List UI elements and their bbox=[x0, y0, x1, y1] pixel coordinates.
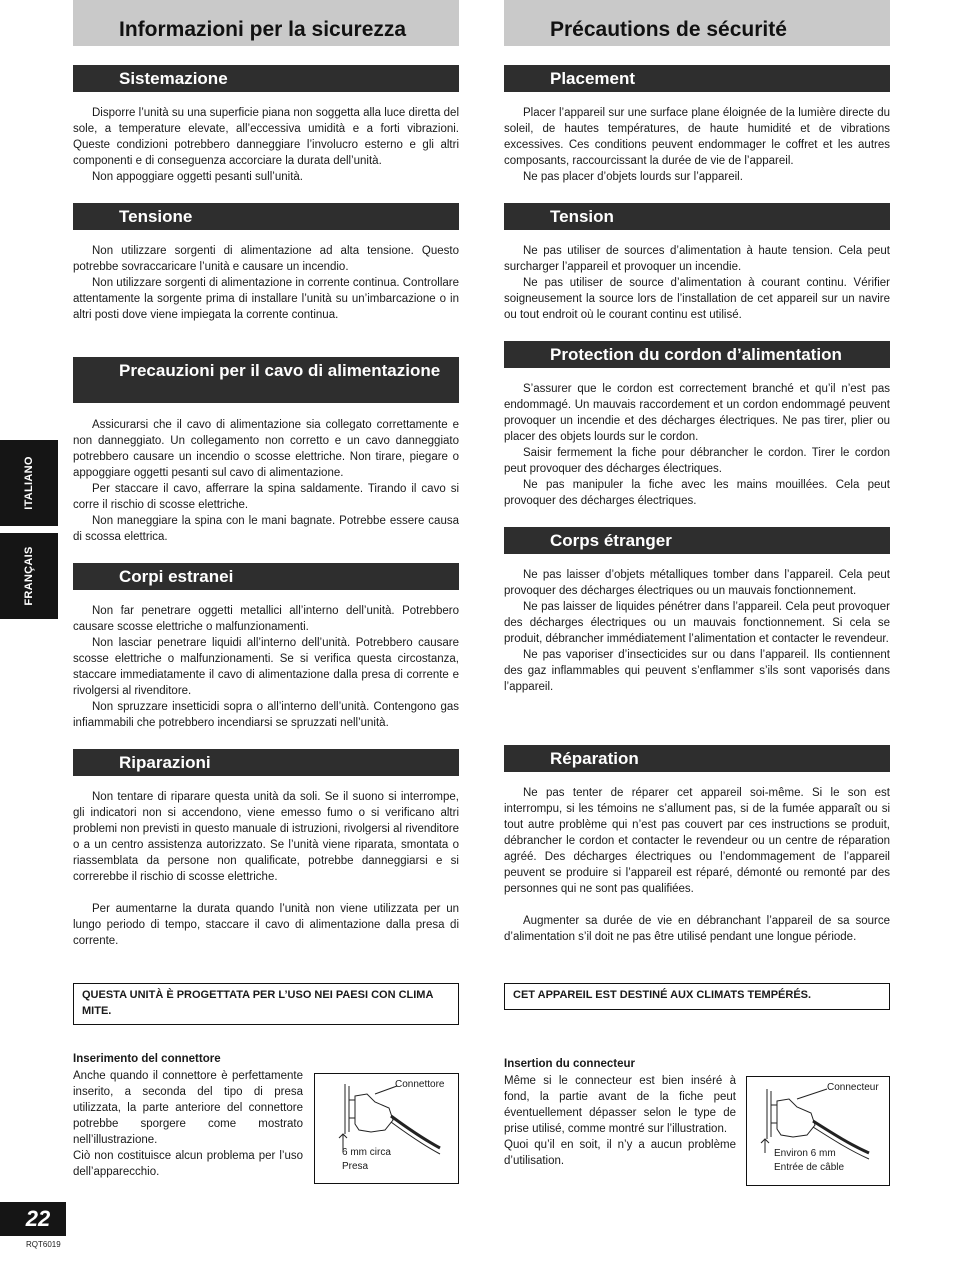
language-tab-italiano bbox=[0, 440, 58, 526]
page-title-bar bbox=[73, 0, 459, 46]
paragraph: Placer l’appareil sur une surface plane éloignée de la lumière directe du soleil, de hautes températures, de haute humidité et de vibrations excessives. Ces conditions peuvent endommager le coffret et les autres composants, raccourcissant la durée de vie de l’appareil. bbox=[504, 107, 890, 167]
paragraph: Ne pas utiliser de source d’alimentation à courant continu. Vérifier soigneusement la source lors de l’installation de cet appareil sur un navire ou tout endroit où le courant continu est utilisé. bbox=[504, 277, 890, 321]
paragraph: Ne pas tenter de réparer cet appareil soi-même. Si le son est interrompu, si les témoins ne s’allument pas, si de la fumée apparaît ou si tout autre problème qui n’est pas couvert par ces instructions se produit, débrancher le cordon et contacter le revendeur ou un centre de réparation agréé. Des décharges électriques ou l’endommagement de l’appareil peuvent se produire si l’appareil est réparé, démonté ou remonté par des personnes qui ne sont pas qualifiées. bbox=[504, 787, 890, 895]
label-distance: Environ 6 mm bbox=[774, 1148, 836, 1159]
paragraph: Non lasciar penetrare liquidi all’interno dell’unità. Potrebbero causare scosse elettriche o malfunzionamenti. Se si verifica questa circostanza, staccare immediatamente il cavo di alimentazione dalla presa di corrente e rivolgersi al rivenditore. bbox=[73, 637, 459, 697]
section-body bbox=[73, 105, 459, 185]
page-title-bar bbox=[504, 0, 890, 46]
section-heading: Tensione bbox=[73, 203, 459, 230]
section-body bbox=[504, 381, 890, 509]
climate-notice: CET APPAREIL EST DESTINÉ AUX CLIMATS TEMPÉRÉS. bbox=[504, 983, 890, 1010]
section-body bbox=[73, 603, 459, 731]
label-distance: 6 mm circa bbox=[342, 1147, 391, 1158]
paragraph: Non maneggiare la spina con le mani bagnate. Potrebbe essere causa di scossa elettrica. bbox=[73, 515, 459, 543]
paragraph: Ne pas laisser de liquides pénétrer dans l’appareil. Cela peut provoquer des décharges électriques ou un mauvais fonctionnement. Si cela se produit, débrancher immédiatement l’alimentation et contacter le revendeur. bbox=[504, 601, 890, 645]
section-body bbox=[73, 243, 459, 323]
connector-illustration bbox=[314, 1073, 459, 1184]
paragraph: Ne pas utiliser de sources d’alimentation à haute tension. Cela peut surcharger l’appareil et provoquer un incendie. bbox=[504, 245, 890, 273]
paragraph: Ciò non costituisce alcun problema per l’uso dell’apparecchio. bbox=[73, 1150, 303, 1178]
paragraph: Non appoggiare oggetti pesanti sull’unità. bbox=[92, 171, 303, 183]
section-body bbox=[73, 789, 459, 949]
paragraph: Quoi qu’il en soit, il n’y a aucun problème d’utilisation. bbox=[504, 1139, 736, 1167]
language-tab-francais bbox=[0, 533, 58, 619]
paragraph: Même si le connecteur est bien inséré à fond, la partie avant de la fiche peut éventuellement dépasser selon le type de prise utilisé, comme montré sur l’illustration. bbox=[504, 1075, 736, 1135]
label-connector: Connettore bbox=[395, 1079, 445, 1090]
section-heading: Precauzioni per il cavo di alimentazione bbox=[73, 357, 459, 403]
page-number: 22 bbox=[0, 1202, 66, 1236]
connector-text bbox=[73, 1068, 303, 1180]
connector-title: Insertion du connecteur bbox=[504, 1058, 635, 1070]
page-title: Informazioni per la sicurezza bbox=[119, 18, 407, 41]
connector-illustration bbox=[746, 1076, 890, 1186]
paragraph: Disporre l’unità su una superficie piana non soggetta alla luce diretta del sole, a temperature elevate, all’eccessiva umidità e a forti vibrazioni. Queste condizioni potrebbero danneggiare l’involucro esterno e gli altri componenti e di conseguenza accorciare la durata dell’unità. bbox=[73, 107, 459, 167]
section-body bbox=[504, 785, 890, 945]
paragraph: Non spruzzare insetticidi sopra o all’interno dell’unità. Contengono gas infiammabili che potrebbero incendiarsi se spruzzati nell’unità. bbox=[73, 701, 459, 729]
section-body bbox=[504, 567, 890, 695]
section-body bbox=[73, 417, 459, 545]
paragraph: Ne pas vaporiser d’insecticides sur ou dans l’appareil. Ils contiennent des gaz inflammables qui peuvent s’enflammer s’ils sont vaporisés dans l’appareil. bbox=[504, 649, 890, 693]
section-heading: Corps étranger bbox=[504, 527, 890, 554]
language-tab-label: FRANÇAIS bbox=[23, 546, 35, 606]
model-code: RQT6019 bbox=[26, 1240, 61, 1249]
section-heading: Riparazioni bbox=[73, 749, 459, 776]
section-body bbox=[504, 105, 890, 185]
paragraph: Ne pas placer d’objets lourds sur l’appareil. bbox=[523, 171, 743, 183]
paragraph: Non tentare di riparare questa unità da soli. Se il suono si interrompe, gli indicatori non si accendono, viene emesso fumo o si verificano altri problemi non previsti in questo manuale di istruzioni, rivolgersi al rivenditore o a un centro assistenza autorizzato. Se l’unità viene riparata, smontata o riassemblata da persone non qualificate, potrebbe danneggiarsi e si correrebbe il rischio di scosse elettriche. bbox=[73, 791, 459, 883]
section-heading: Réparation bbox=[504, 745, 890, 772]
paragraph: Per aumentarne la durata quando l’unità non viene utilizzata per un lungo periodo di tempo, staccare il cavo di alimentazione dalla presa di corrente. bbox=[73, 903, 459, 947]
paragraph: Non utilizzare sorgenti di alimentazione ad alta tensione. Questo potrebbe sovraccaricare l’unità e causare un incendio. bbox=[73, 245, 459, 273]
label-socket: Presa bbox=[342, 1161, 369, 1172]
label-socket: Entrée de câble bbox=[774, 1162, 845, 1173]
paragraph: Non far penetrare oggetti metallici all’interno dell’unità. Potrebbero causare scosse elettriche o malfunzionamenti. bbox=[73, 605, 459, 633]
paragraph: Non utilizzare sorgenti di alimentazione in corrente continua. Controllare attentamente la sorgente prima di installare l’unità su un’imbarcazione o in altri posti dove viene impiegata la corrente continua. bbox=[73, 277, 459, 321]
paragraph: Anche quando il connettore è perfettamente inserito, a seconda del tipo di presa utilizzata, la parte anteriore del connettore potrebbe sporgere come mostrato nell’illustrazione. bbox=[73, 1070, 303, 1146]
climate-notice: QUESTA UNITÀ È PROGETTATA PER L’USO NEI PAESI CON CLIMA MITE. bbox=[73, 983, 459, 1025]
paragraph: Assicurarsi che il cavo di alimentazione sia collegato correttamente e non danneggiato. Un collegamento non corretto e un cavo danneggiato potrebbero causare un incendio o scosse elettriche. Non tirare, piegare o appoggiare oggetti pesanti sul cavo di alimentazione. bbox=[73, 419, 459, 479]
section-heading: Corpi estranei bbox=[73, 563, 459, 590]
paragraph: Ne pas laisser d’objets métalliques tomber dans l’appareil. Cela peut provoquer des décharges électriques ou un mauvais fonctionnement. bbox=[504, 569, 890, 597]
paragraph: Augmenter sa durée de vie en débranchant l’appareil de sa source d’alimentation s’il doit ne pas être utilisé pendant une longue période. bbox=[504, 915, 890, 943]
connector-text bbox=[504, 1073, 736, 1169]
section-heading: Sistemazione bbox=[73, 65, 459, 92]
paragraph: Saisir fermement la fiche pour débrancher le cordon. Tirer le cordon peut provoquer des décharges électriques. bbox=[504, 447, 890, 475]
paragraph: S’assurer que le cordon est correctement branché et qu’il n’est pas endommagé. Un mauvais raccordement et un cordon endommagé peuvent provoquer un incendie et des décharges électriques. Ne pas tirer, plier ou placer des objets lourds sur le cordon. bbox=[504, 383, 890, 443]
page-title: Précautions de sécurité bbox=[550, 18, 787, 41]
section-heading: Protection du cordon d’alimentation bbox=[504, 341, 890, 368]
section-heading: Placement bbox=[504, 65, 890, 92]
paragraph: Ne pas manipuler la fiche avec les mains mouillées. Cela peut provoquer des décharges électriques. bbox=[504, 479, 890, 507]
section-body bbox=[504, 243, 890, 323]
language-tab-label: ITALIANO bbox=[23, 456, 35, 510]
paragraph: Per staccare il cavo, afferrare la spina saldamente. Tirando il cavo si corre il rischio di scosse elettriche. bbox=[73, 483, 459, 511]
connector-title: Inserimento del connettore bbox=[73, 1053, 221, 1065]
label-connector: Connecteur bbox=[827, 1082, 879, 1093]
section-heading: Tension bbox=[504, 203, 890, 230]
